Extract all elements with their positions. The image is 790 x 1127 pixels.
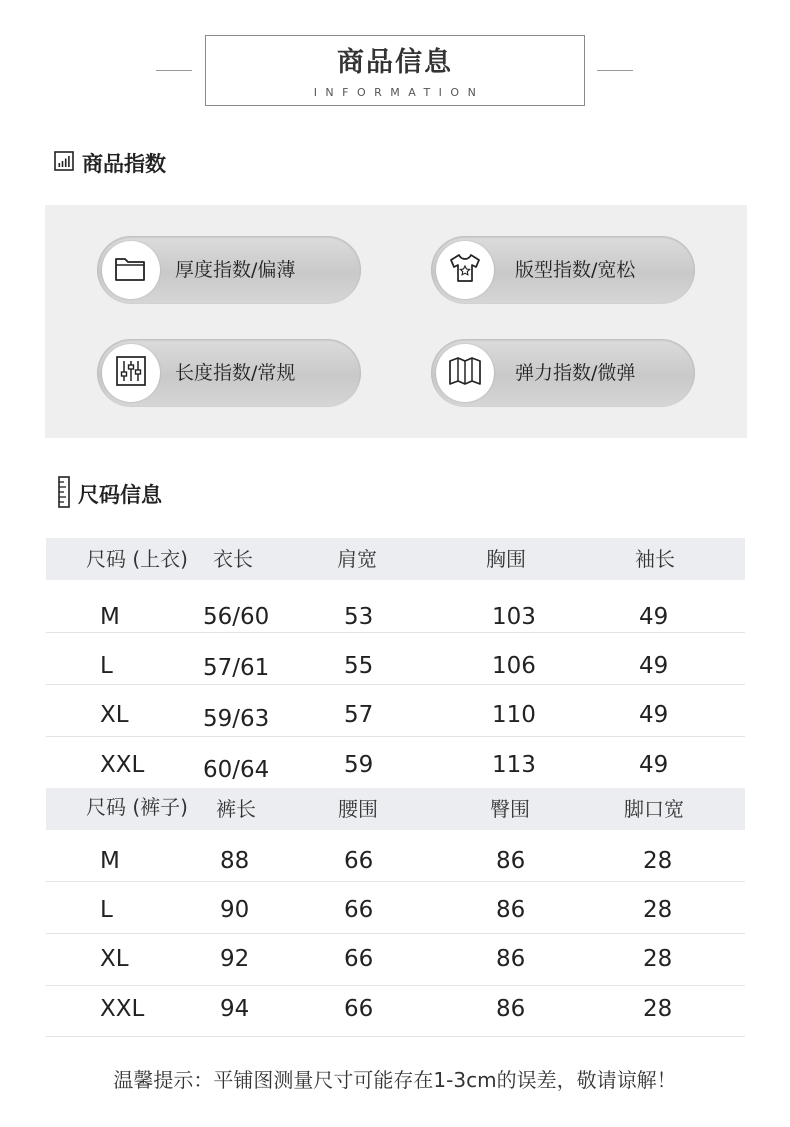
top-row-sleeve: 49 <box>639 702 669 728</box>
header-box <box>205 35 585 106</box>
pants-row-size: L <box>100 897 113 923</box>
top-header-chest: 胸围 <box>486 547 526 571</box>
top-header-shoulder: 肩宽 <box>337 547 377 571</box>
pants-row-size: XXL <box>100 996 145 1022</box>
pants-row-waist: 66 <box>344 848 374 874</box>
top-row-size: M <box>100 604 120 630</box>
pants-row-hem: 28 <box>643 946 673 972</box>
pants-header-hem: 脚口宽 <box>624 797 684 821</box>
top-row-size: L <box>100 653 113 679</box>
header-right-rule <box>597 70 633 71</box>
folder-icon <box>114 253 148 287</box>
index-label-fit: 版型指数/宽松 <box>515 259 636 281</box>
pants-row-hip: 86 <box>496 848 526 874</box>
tshirt-icon <box>448 252 482 288</box>
top-row-sleeve: 49 <box>639 604 669 630</box>
size-section-heading <box>58 476 162 512</box>
folded-map-icon <box>447 355 483 391</box>
measurement-note: 温馨提示：平铺图测量尺寸可能存在1-3cm的误差，敬请谅解！ <box>113 1068 677 1092</box>
index-label-thickness: 厚度指数/偏薄 <box>175 259 296 281</box>
row-divider <box>46 684 745 685</box>
pants-row-waist: 66 <box>344 996 374 1022</box>
top-header-size: 尺码 (上衣) <box>86 547 188 571</box>
pants-row-length: 94 <box>220 996 250 1022</box>
top-row-length: 59/63 <box>203 706 270 732</box>
pants-header-waist: 腰围 <box>338 797 378 821</box>
top-row-shoulder: 59 <box>344 752 374 778</box>
top-row-chest: 103 <box>492 604 536 630</box>
page-title: 商品信息 <box>337 47 453 78</box>
pants-row-length: 92 <box>220 946 250 972</box>
ruler-icon <box>58 476 70 512</box>
top-row-size: XXL <box>100 752 145 778</box>
top-row-length: 56/60 <box>203 604 270 630</box>
top-table-header <box>46 538 745 580</box>
row-divider <box>46 736 745 737</box>
top-row-length: 57/61 <box>203 655 270 681</box>
top-row-chest: 106 <box>492 653 536 679</box>
top-header-length: 衣长 <box>213 547 253 571</box>
index-pill-thickness <box>97 236 361 304</box>
index-section-heading <box>54 148 166 178</box>
pants-table-header <box>46 788 745 830</box>
index-pill-fit <box>431 236 695 304</box>
row-divider <box>46 933 745 934</box>
index-pill-elasticity <box>431 339 695 407</box>
top-row-shoulder: 57 <box>344 702 374 728</box>
header-left-rule <box>156 70 192 71</box>
top-row-chest: 113 <box>492 752 536 778</box>
pants-header-size: 尺码 (裤子) <box>86 795 188 819</box>
pants-row-length: 90 <box>220 897 250 923</box>
top-row-chest: 110 <box>492 702 536 728</box>
size-section-title: 尺码信息 <box>78 483 162 507</box>
bar-chart-icon <box>54 151 74 175</box>
top-header-sleeve: 袖长 <box>635 547 675 571</box>
pants-row-size: XL <box>100 946 129 972</box>
index-label-length: 长度指数/常规 <box>175 362 296 384</box>
pants-row-hem: 28 <box>643 996 673 1022</box>
pants-row-hem: 28 <box>643 897 673 923</box>
top-row-length: 60/64 <box>203 757 270 783</box>
pants-row-size: M <box>100 848 120 874</box>
pants-row-waist: 66 <box>344 897 374 923</box>
row-divider <box>46 1036 745 1037</box>
pants-row-hem: 28 <box>643 848 673 874</box>
top-row-shoulder: 53 <box>344 604 374 630</box>
pants-header-hip: 臀围 <box>490 797 530 821</box>
pants-row-waist: 66 <box>344 946 374 972</box>
top-row-sleeve: 49 <box>639 752 669 778</box>
pants-row-length: 88 <box>220 848 250 874</box>
top-row-size: XL <box>100 702 129 728</box>
pants-row-hip: 86 <box>496 946 526 972</box>
row-divider <box>46 632 745 633</box>
sliders-icon <box>115 355 147 391</box>
row-divider <box>46 881 745 882</box>
top-row-shoulder: 55 <box>344 653 374 679</box>
index-section-title: 商品指数 <box>82 152 166 176</box>
top-row-sleeve: 49 <box>639 653 669 679</box>
page-subtitle: INFORMATION <box>313 86 485 99</box>
index-label-elasticity: 弹力指数/微弹 <box>515 362 636 384</box>
index-pill-length <box>97 339 361 407</box>
row-divider <box>46 985 745 986</box>
index-panel <box>45 205 747 438</box>
pants-row-hip: 86 <box>496 996 526 1022</box>
pants-row-hip: 86 <box>496 897 526 923</box>
pants-header-length: 裤长 <box>216 797 256 821</box>
